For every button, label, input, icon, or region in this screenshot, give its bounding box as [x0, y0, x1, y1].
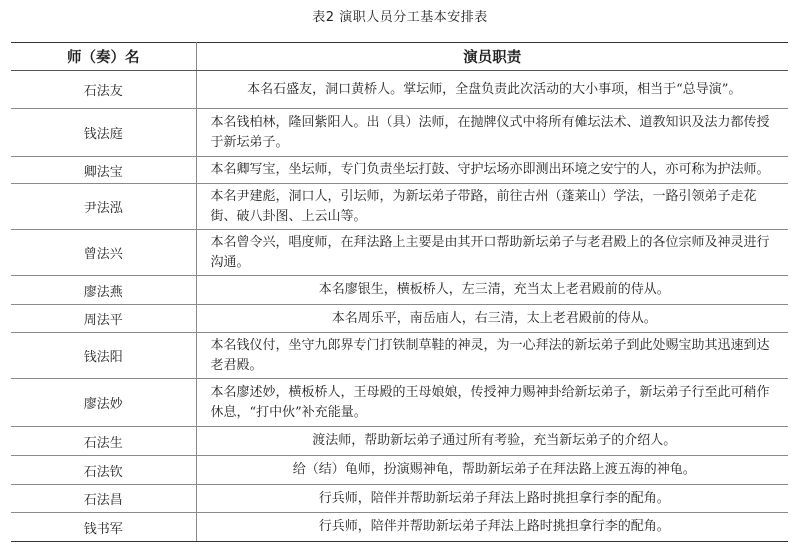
row-name: 石法昌	[11, 485, 196, 513]
table-row	[11, 513, 788, 542]
staff-assignment-table	[11, 42, 788, 542]
row-name: 廖法妙	[11, 379, 196, 427]
row-name: 石法友	[11, 71, 196, 109]
table-row	[11, 379, 788, 427]
row-duty: 本名尹建彪，洞口人，引坛师，为新坛弟子带路，前往古州（蓬莱山）学法，一路引领弟子走花街、破八卦图、上云山等。	[196, 184, 788, 230]
row-name: 曾法兴	[11, 230, 196, 276]
table-row	[11, 230, 788, 276]
row-name: 尹法泓	[11, 184, 196, 230]
row-duty: 行兵师，陪伴并帮助新坛弟子拜法上路时挑担拿行李的配角。	[196, 485, 788, 513]
table-row	[11, 276, 788, 305]
row-duty: 本名钱柏林，隆回紫阳人。出（具）法师，在抛牌仪式中将所有傩坛法术、道教知识及法力都传授于新坛弟子。	[196, 109, 788, 157]
table-row	[11, 305, 788, 333]
table-row	[11, 109, 788, 157]
row-duty: 本名周乐平，南岳庙人，右三清，太上老君殿前的侍从。	[196, 305, 788, 333]
table-row	[11, 333, 788, 379]
table-row	[11, 427, 788, 456]
row-duty: 本名钱仪付，坐守九郎界专门打铁制草鞋的神灵，为一心拜法的新坛弟子到此处赐宝助其迅速到达老君殿。	[196, 333, 788, 379]
row-duty: 本名廖述妙，横板桥人，王母殿的王母娘娘，传授神力赐神卦给新坛弟子，新坛弟子行至此可稍作休息，“打中伙”补充能量。	[196, 379, 788, 427]
row-duty: 本名曾令兴，唱度师，在拜法路上主要是由其开口帮助新坛弟子与老君殿上的各位宗师及神灵进行沟通。	[196, 230, 788, 276]
row-name: 石法钦	[11, 456, 196, 485]
row-name: 钱法庭	[11, 109, 196, 157]
row-duty: 给（结）龟师，扮演赐神龟，帮助新坛弟子在拜法路上渡五海的神龟。	[196, 456, 788, 485]
table-row	[11, 71, 788, 109]
row-duty: 本名廖银生，横板桥人，左三清，充当太上老君殿前的侍从。	[196, 276, 788, 305]
row-duty: 行兵师，陪伴并帮助新坛弟子拜法上路时挑担拿行李的配角。	[196, 513, 788, 542]
row-duty: 渡法师，帮助新坛弟子通过所有考验，充当新坛弟子的介绍人。	[196, 427, 788, 456]
row-name: 钱书军	[11, 513, 196, 542]
row-name: 廖法燕	[11, 276, 196, 305]
row-name: 卿法宝	[11, 157, 196, 184]
table-row	[11, 184, 788, 230]
table-header-row	[11, 43, 788, 71]
row-name: 周法平	[11, 305, 196, 333]
table-title: 表2 演职人员分工基本安排表	[312, 10, 488, 25]
header-name: 师（奏）名	[11, 43, 196, 71]
table-row	[11, 456, 788, 485]
table-row	[11, 157, 788, 184]
header-duty: 演员职责	[196, 43, 788, 71]
row-duty: 本名卿写宝，坐坛师，专门负责坐坛打鼓、守护坛场亦即测出环境之安宁的人，亦可称为护法师。	[196, 157, 788, 184]
row-duty: 本名石盛友，洞口黄桥人。掌坛师，全盘负责此次活动的大小事项，相当于“总导演”。	[196, 71, 788, 109]
table-row	[11, 485, 788, 513]
row-name: 钱法阳	[11, 333, 196, 379]
row-name: 石法生	[11, 427, 196, 456]
